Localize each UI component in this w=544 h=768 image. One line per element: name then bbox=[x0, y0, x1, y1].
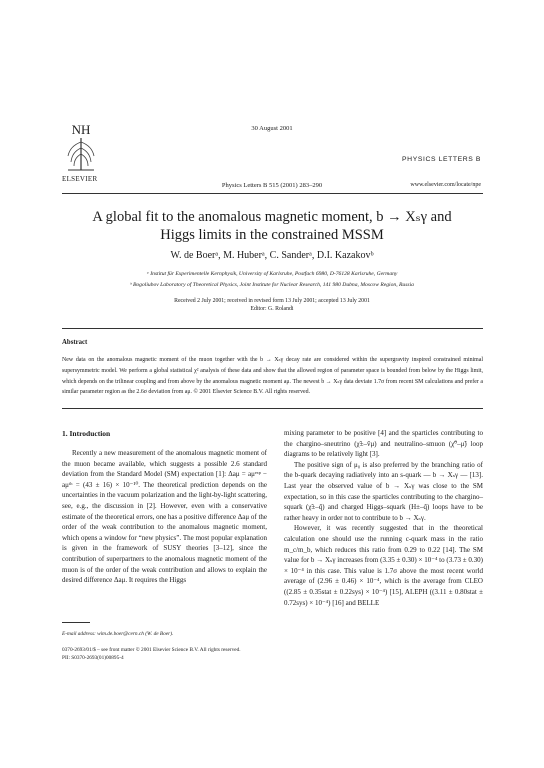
body-paragraph: mixing parameter to be positive [4] and the sparticles contributing to the chargino–sneutrino (χ̃±–ṽμ) and neutralino–smuon (χ̃⁰–μ̃) loop diagrams to be relatively light [3]. bbox=[284, 429, 483, 459]
body-paragraph: The positive sign of μ₀ is also preferred by the branching ratio of the b-quark decaying radiatively into an s-quark — b → Xₛγ — [13]. Last year the observed value of b → Xₛγ was close to the SM expectation, so in this case the sparticles contributing to the chargino–squark (χ̃±–q̃) and charged Higgs–squark (H±–q̃) loops have to be rather heavy in order not to contribute to b → Xₛγ. bbox=[284, 460, 483, 522]
publication-date: 30 August 2001 bbox=[251, 125, 293, 132]
section-heading: 1. Introduction bbox=[62, 429, 111, 438]
pii-line: PII: S0370-2693(01)00895-4 bbox=[62, 655, 124, 661]
header-rule bbox=[62, 193, 483, 194]
journal-name: PHYSICS LETTERS B bbox=[402, 156, 481, 163]
abstract-heading: Abstract bbox=[62, 339, 88, 346]
received-dates: Received 2 July 2001; received in revised form 13 July 2001; accepted 13 July 2001 bbox=[174, 298, 370, 304]
right-column bbox=[284, 428, 483, 608]
journal-reference: Physics Letters B 515 (2001) 283–290 bbox=[221, 182, 323, 189]
abstract-text: New data on the anomalous magnetic moment of the muon together with the b → Xₛγ decay rate are considered within the supergravity inspired constrained minimal supersymmetric model. We perform a global statistical χ² analysis of these data and show that the allowed region of parameter space is bounded from below by the Higgs limit, which depends on the trilinear coupling and from above by the anomalous magnetic moment aμ. The newest b → Xₛγ data deviate 1.7σ from recent SM calculations and prefer a similar parameter region as the 2.6σ deviation from aμ. © 2001 Elsevier Science B.V. All rights reserved. bbox=[62, 357, 483, 396]
footnote-rule bbox=[62, 622, 90, 623]
copyright-line: 0370-2693/01/$ – see front matter © 2001 Elsevier Science B.V. All rights reserved. bbox=[62, 647, 241, 653]
logo-lettering: NH bbox=[71, 122, 91, 137]
body-paragraph: However, it was recently suggested that in the theoretical calculation one should use the running c-quark mass in the ratio m_c/m_b, which reduces this ratio from 0.29 to 0.22 [14]. The SM value for b → Xₛγ increases from (3.35 ± 0.30) × 10⁻⁴ to (3.73 ± 0.30) × 10⁻⁴ in this case. This value is 1.7σ above the most recent world average of (2.96 ± 0.46) × 10⁻⁴, which is the average from CLEO ((2.85 ± 0.35stat ± 0.22sys) × 10⁻⁴) [15], ALEPH ((3.11 ± 0.80stat ± 0.72sys) × 10⁻⁴) [16] and BELLE bbox=[284, 524, 483, 607]
journal-url[interactable]: www.elsevier.com/locate/npe bbox=[410, 182, 481, 188]
left-column bbox=[62, 448, 267, 586]
publisher-name: ELSEVIER bbox=[62, 175, 98, 183]
abstract-top-rule bbox=[62, 328, 483, 329]
affiliation-b: ᵇ Bogoliubov Laboratory of Theoretical Physics, Joint Institute for Nuclear Research, 141 980 Dubna, Moscow Region, Russia bbox=[130, 282, 414, 288]
abstract-bottom-rule bbox=[62, 408, 483, 409]
article-title bbox=[60, 208, 484, 244]
editor-line: Editor: G. Rolandi bbox=[250, 306, 294, 312]
title-line-2: Higgs limits in the constrained MSSM bbox=[160, 227, 384, 243]
affiliation-a: ᵃ Institut für Experimentelle Kernphysik, University of Karlsruhe, Postfach 6980, D-76128 Karlsruhe, Germany bbox=[146, 271, 398, 277]
footnote: E-mail address: wim.de.boer@cern.ch (W. de Boer). bbox=[62, 631, 174, 637]
copyright-block bbox=[62, 646, 241, 662]
body-paragraph: Recently a new measurement of the anomalous magnetic moment of the muon became available, which suggests a possible 2.6 standard deviation from the Standard Model (SM) expectation [1]: Δaμ = aμᵉˣᵖ − aμᵗʰ = (43 ± 16) × 10⁻¹⁰. The theoretical prediction depends on the uncertainties in the vacuum polarization and the light-by-light scattering, see, e.g., the discussion in [2]. However, even with a conservative estimate of the theoretical errors, one has a positive difference Δaμ of the order of the weak contribution to the anomalous magnetic moment, which opens a window for “new physics”. The most popular explanation is given in the framework of SUSY theories [3–12], since the contribution of superpartners to the anomalous magnetic moment of the muon is of the order of the weak contribution and allows to explain the desired difference Δaμ. It requires the Higgs bbox=[62, 449, 268, 585]
title-line-1: A global fit to the anomalous magnetic moment, b → Xₛγ and bbox=[92, 209, 452, 225]
author-list: W. de Boerᵃ, M. Huberᵃ, C. Sanderᵃ, D.I. Kazakovᵇ bbox=[170, 250, 374, 261]
